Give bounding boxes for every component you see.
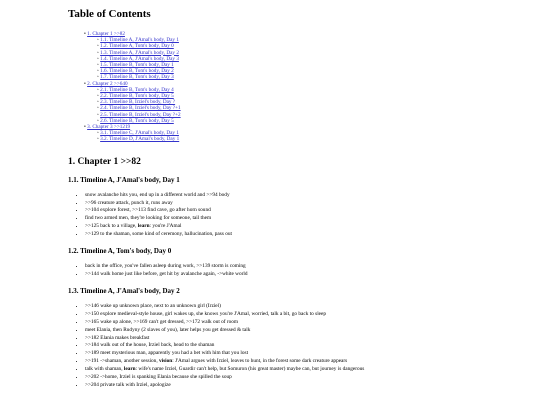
bullet-glyph: ◦ [97,99,101,106]
bullet-glyph: ◦ [97,49,101,56]
toc-chapter-3 [84,124,540,143]
section-bullet-list [68,192,540,239]
toc-subsection-link[interactable]: 3.2. Timeline D, J'Amal's body, Day 1 [100,136,180,143]
bullet-glyph: ◦ [97,37,101,44]
toc-subsection-link[interactable]: 1.4. Timeline A, J'Amal's body, Day 3 [100,55,179,62]
toc-subsection-link[interactable]: 3.1. Timeline C, J'Amal's body, Day 1 [100,130,179,137]
bullet-glyph: ◦ [97,55,101,62]
bullet-glyph: ◦ [97,130,101,137]
list-item: • back in the office, you've fallen asleep during work, >>139 storm is coming [85,263,540,271]
toc-chapter-link[interactable]: 1. Chapter 1 >>82 [87,31,125,37]
bullet-glyph: ◦ [97,86,101,93]
bullet-glyph: ◦ [97,62,101,69]
bullet-glyph: ◦ [97,68,101,75]
section-bullet-list [68,263,540,279]
list-item: • >>129 to the shaman, some kind of ceremony, hallucination, pass out [85,231,540,239]
toc-subsection-list [84,87,540,124]
toc-subsection-list [84,130,540,142]
list-item: • >>96 creature attack, punch it, runs away [85,200,540,208]
bullet-glyph: • [84,80,88,87]
chapter-1-heading: 1. Chapter 1 >>82 [68,156,141,167]
bullet-glyph: ◦ [97,136,101,143]
list-item: • >>144 walk home just like before, get hit by avalanche again, ->white world [85,271,540,279]
bullet-glyph: ◦ [97,105,101,112]
toc-subsection-link[interactable]: 2.5. Timeline B, Irziel's body, Day ?+2 [100,111,181,118]
section-heading: 1.2. Timeline A, Tom's body, Day 0 [68,247,172,256]
list-item: • >>182 Elania makes breakfast [85,335,540,343]
bullet-glyph: ◦ [97,117,101,124]
section-heading: 1.1. Timeline A, J'Amal's body, Day 1 [68,175,180,184]
bullet-glyph: ◦ [97,74,101,81]
bullet-glyph: ◦ [97,111,101,118]
list-item: • find two armed men, they're looking for someone, tail them [85,215,540,223]
toc-subsection-link[interactable]: 2.1. Timeline B, Tom's body, Day 4 [100,86,174,93]
bold-keyword: learn [137,223,150,230]
bullet-glyph: • [84,124,88,131]
list-item: • >>125 back to a village, learn: you're J'Amal [85,223,540,231]
toc-chapter-2 [84,81,540,124]
list-item: • >>104 explore forest, >>113 find cave, go after horn sound [85,207,540,215]
list-item: • >>202 ->home, Irziel is spanking Elania because she spilled the soup [85,374,540,382]
list-item: • >>184 walk out of the house, Irziel back, head to the shaman [85,342,540,350]
list-item: • >>150 explore medieval-style house, girl wakes up, she knows you're J'Amal, worried, talk a bit, go back to sleep [85,311,540,319]
toc-subsection-link[interactable]: 2.2. Timeline B, Tom's body, Day 5 [100,93,174,100]
list-item: • >>165 wake up alone, >>169 can't get dressed, >>172 walk out of room [85,319,540,327]
bold-keyword: learn [123,366,136,373]
table-of-contents [68,31,540,143]
toc-subsection-item [97,136,540,142]
list-item: • >>189 meet mysterious man, apparently you had a bet with him that you lost [85,350,540,358]
list-item: • meet Elania, then Rudyny (2 slaves of you), later helps you get dressed & talk [85,327,540,335]
toc-subsection-link[interactable]: 2.4. Timeline B, Irziel's body, Day ?+1 [100,105,181,112]
toc-chapter-link[interactable]: 3. Chapter 3 >>1219 [87,124,131,131]
chapter-1-sections [68,176,540,390]
toc-subsection-link[interactable]: 2.3. Timeline B, Irziel's body, Day ? [100,99,176,106]
list-item: • >>191 ->shaman, another session, vision: J'Amal argues with Irziel, leaves to hunt, in the forest some dark creature appears [85,358,540,366]
toc-subsection-list [84,37,540,80]
toc-subsection-link[interactable]: 1.6. Timeline B, Tom's body, Day 2 [100,68,174,75]
bold-keyword: vision [158,358,173,365]
list-item: • snow avalanche hits you, end up in a different world and >>94 body [85,192,540,200]
toc-chapter-link[interactable]: 2. Chapter 2 >>640 [87,80,128,87]
toc-subsection-link[interactable]: 1.5. Timeline B, Tom's body, Day 1 [100,62,174,69]
section-heading: 1.3. Timeline A, J'Amal's body, Day 2 [68,286,180,295]
list-item: • >>204 private talk with Irziel, apologize [85,382,540,390]
toc-subsection-link[interactable]: 1.3. Timeline A, J'Amal's body, Day 2 [100,49,179,56]
toc-subsection-link[interactable]: 2.6. Timeline B, Tom's body, Day 5 [100,117,174,124]
toc-chapter-1 [84,31,540,81]
page-title: Table of Contents [68,8,151,20]
list-item: • >>146 wake up unknown place, next to an unknown girl (Irziel) [85,303,540,311]
toc-subsection-link[interactable]: 1.2. Timeline A, Tom's body, Day 0 [100,43,174,50]
bullet-glyph: ◦ [97,43,101,50]
toc-subsection-link[interactable]: 1.7. Timeline B, Tom's body, Day 3 [100,74,174,81]
section-bullet-list [68,303,540,390]
toc-subsection-link[interactable]: 1.1. Timeline A, J'Amal's body, Day 1 [100,37,179,44]
bullet-glyph: ◦ [97,93,101,100]
bullet-glyph: • [84,31,88,37]
list-item: • talk with shaman, learn: wife's name Irziel, Guardir can't help, but Somuron (his great master) maybe can, but journey is dangerous [85,366,540,374]
